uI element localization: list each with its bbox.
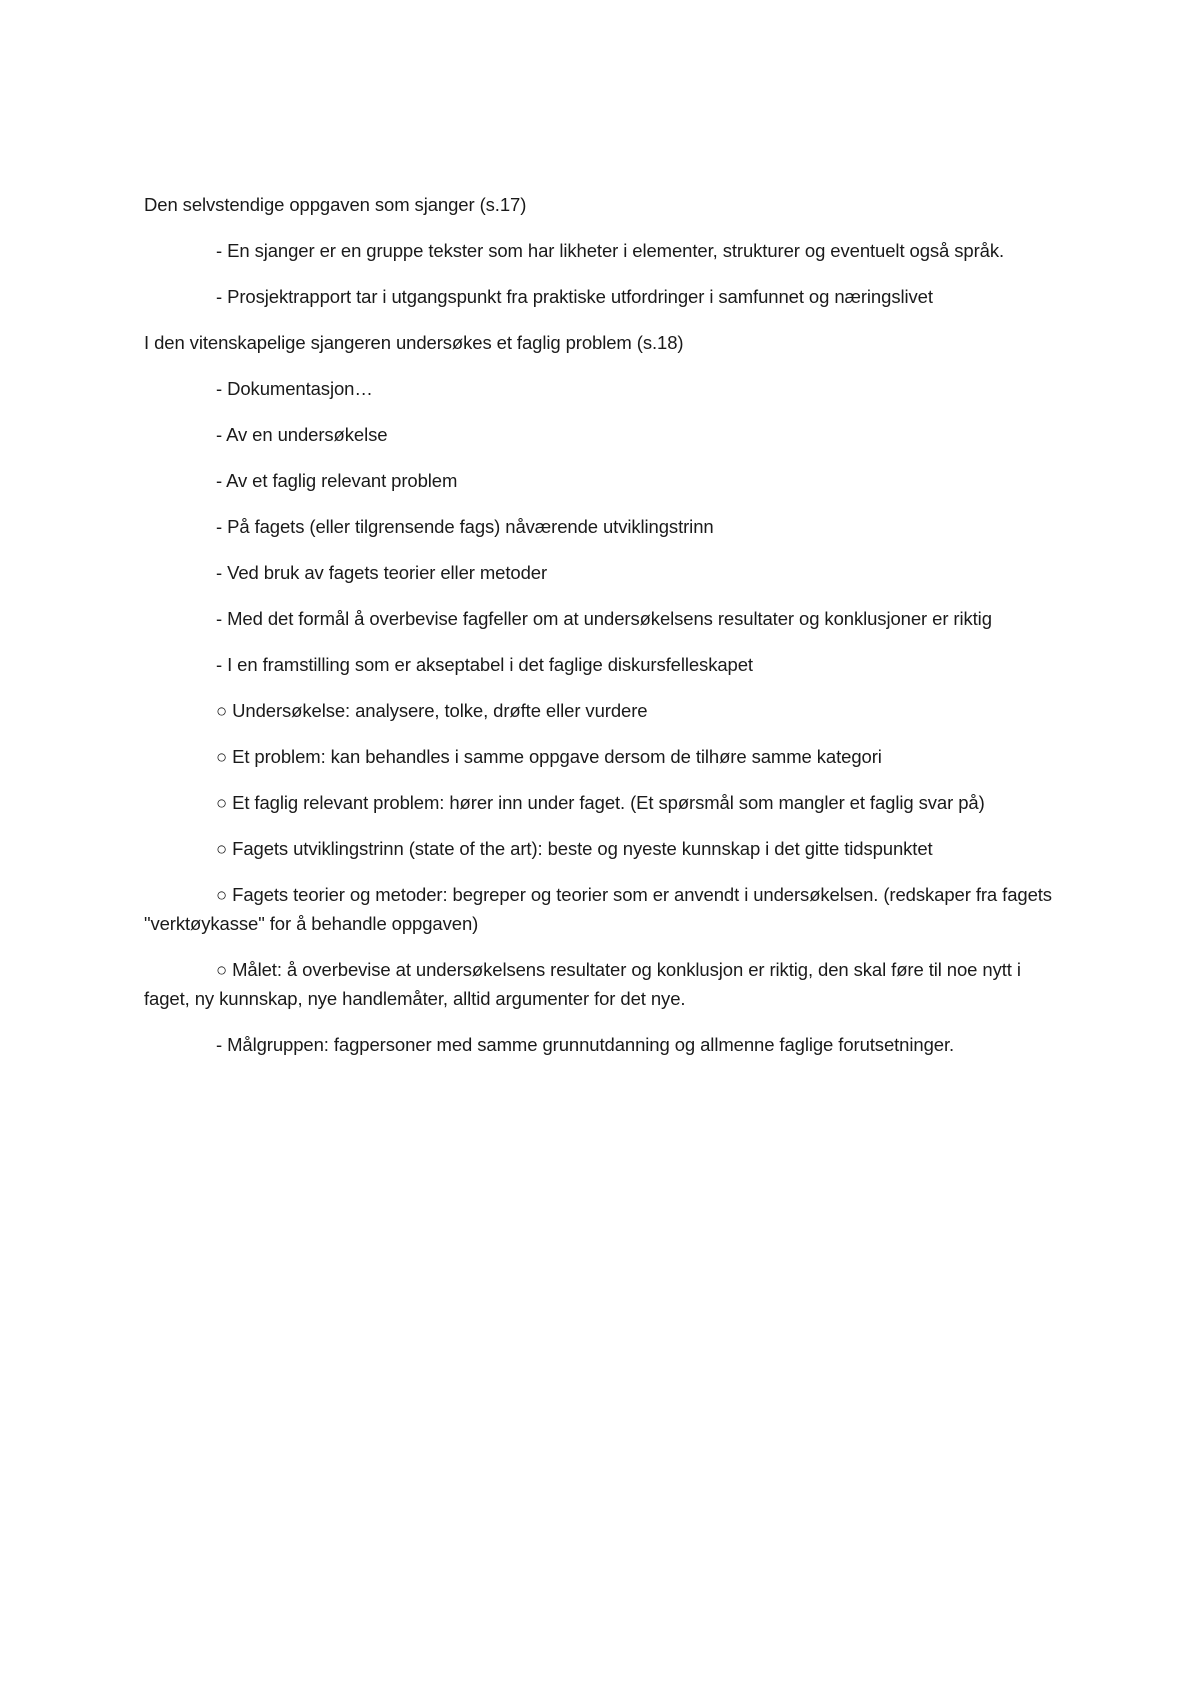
section-heading-vitenskapelig: I den vitenskapelige sjangeren undersøkes et faglig problem (s.18): [144, 332, 684, 353]
document-body: [144, 190, 1064, 1076]
list-item: - Prosjektrapport tar i utgangspunkt fra praktiske utfordringer i samfunnet og næringslivet: [216, 286, 933, 307]
sub-list-item: ○ Fagets teorier og metoder: begreper og teorier som er anvendt i undersøkelsen. (redskaper fra fagets "verktøykasse" for å behandle oppgaven): [144, 884, 1052, 934]
list-item: - Dokumentasjon…: [216, 378, 373, 399]
list-item: - Ved bruk av fagets teorier eller metoder: [216, 562, 548, 583]
list-item: - Målgruppen: fagpersoner med samme grunnutdanning og allmenne faglige forutsetninger.: [216, 1034, 955, 1055]
list-item: - På fagets (eller tilgrensende fags) nåværende utviklingstrinn: [216, 516, 714, 537]
sub-list-item: ○ Målet: å overbevise at undersøkelsens resultater og konklusjon er riktig, den skal føre til noe nytt i faget, ny kunnskap, nye handlemåter, alltid argumenter for det nye.: [144, 959, 1021, 1009]
list-item: - Med det formål å overbevise fagfeller om at undersøkelsens resultater og konklusjoner er riktig: [216, 608, 992, 629]
list-item: - I en framstilling som er akseptabel i det faglige diskursfelleskapet: [216, 654, 753, 675]
sub-list-item: ○ Fagets utviklingstrinn (state of the art): beste og nyeste kunnskap i det gitte tidspunktet: [216, 838, 933, 859]
list-item: - En sjanger er en gruppe tekster som har likheter i elementer, strukturer og eventuelt også språk.: [216, 240, 1005, 261]
sub-list-item: ○ Undersøkelse: analysere, tolke, drøfte eller vurdere: [216, 700, 648, 721]
list-item: - Av et faglig relevant problem: [216, 470, 458, 491]
section-heading-sjanger: Den selvstendige oppgaven som sjanger (s.17): [144, 194, 527, 215]
sub-list-item: ○ Et faglig relevant problem: hører inn under faget. (Et spørsmål som mangler et faglig svar på): [216, 792, 985, 813]
sub-list-item: ○ Et problem: kan behandles i samme oppgave dersom de tilhøre samme kategori: [216, 746, 882, 767]
list-item: - Av en undersøkelse: [216, 424, 388, 445]
